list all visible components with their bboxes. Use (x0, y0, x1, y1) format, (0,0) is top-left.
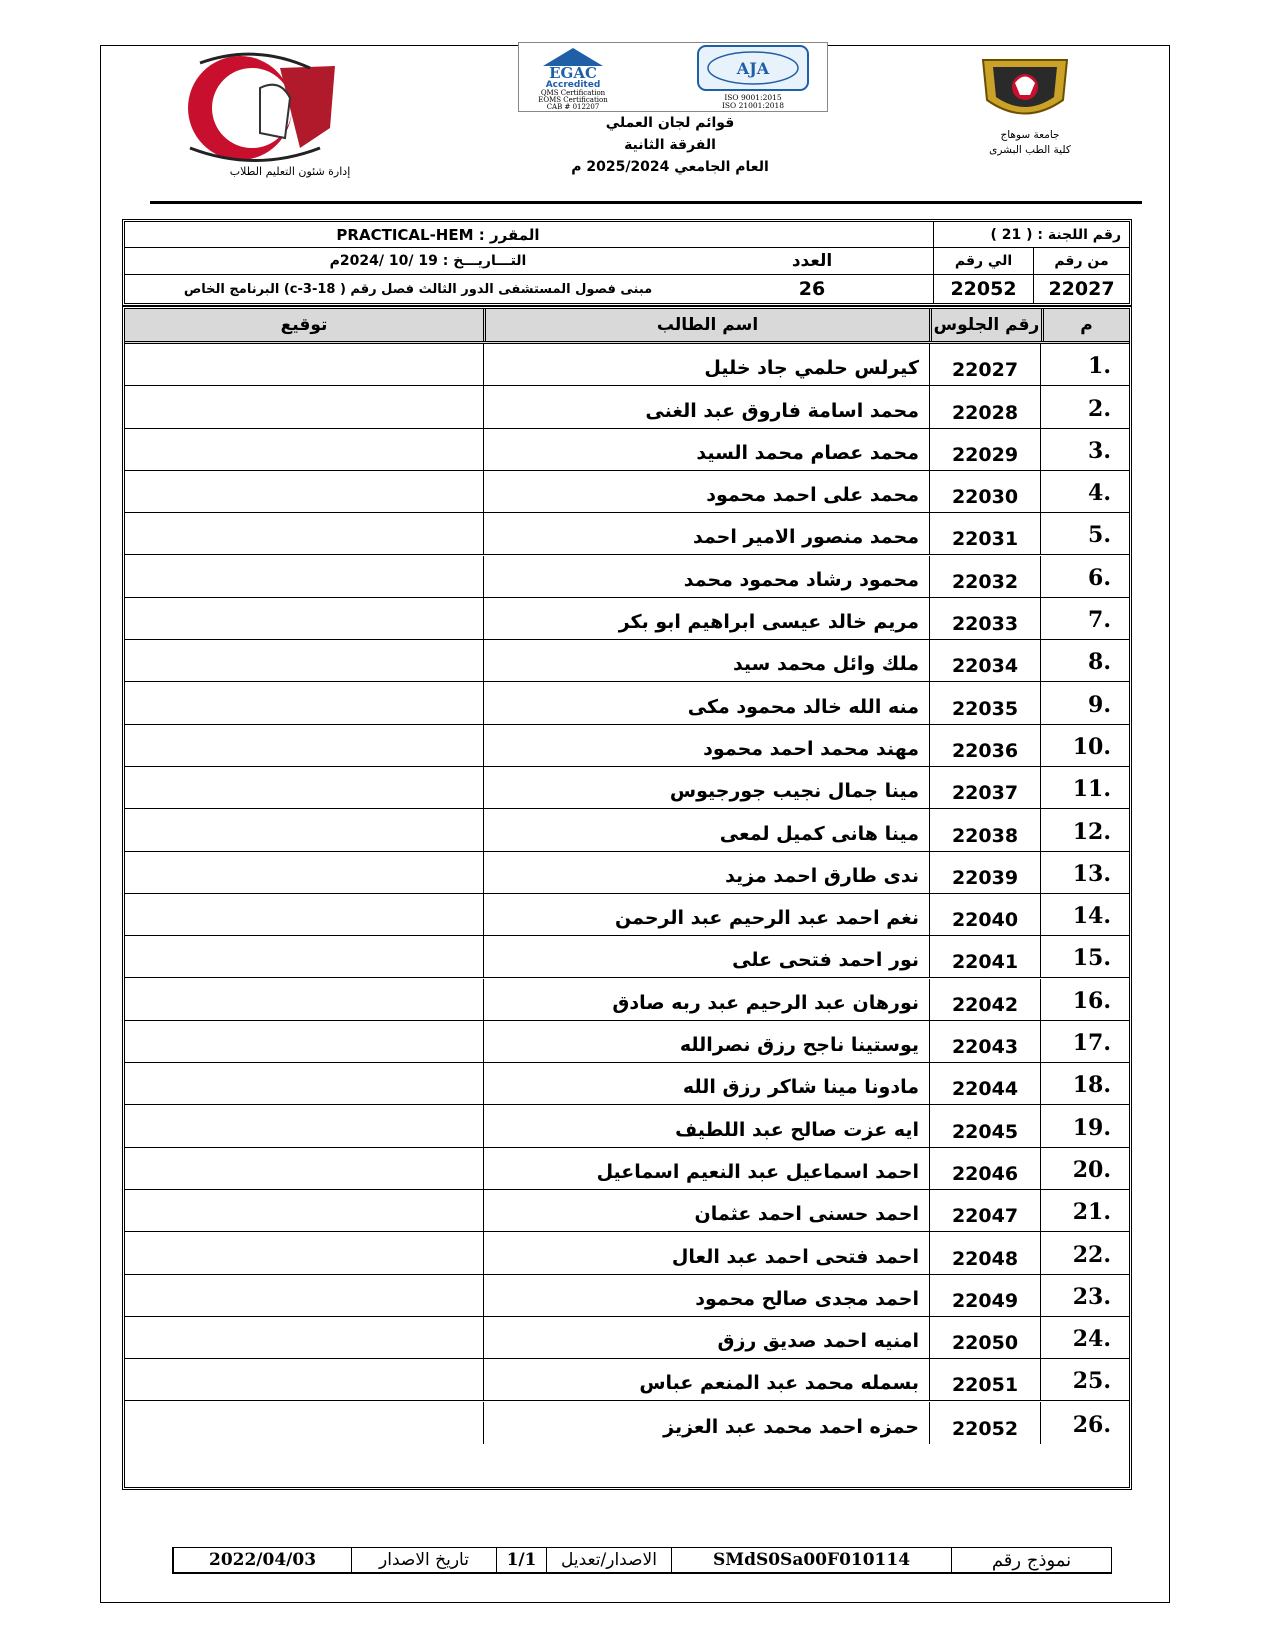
row-number: 25. (1072, 1368, 1111, 1395)
signature-cell[interactable] (125, 598, 483, 639)
table-row (125, 598, 1129, 640)
seat-number: 22052 (929, 1402, 1041, 1444)
student-name: احمد حسنى احمد عثمان (483, 1190, 929, 1231)
table-row (125, 1402, 1129, 1444)
signature-cell[interactable] (125, 1359, 483, 1400)
row-number: 15. (1072, 945, 1111, 972)
seat-number: 22047 (929, 1190, 1041, 1231)
seat-number: 22039 (929, 852, 1041, 893)
row-number: 3. (1088, 437, 1111, 464)
student-name: مينا جمال نجيب جورجيوس (483, 767, 929, 808)
row-number: 14. (1072, 903, 1111, 930)
student-name: نغم احمد عبد الرحيم عبد الرحمن (483, 894, 929, 935)
info-empty-cell (691, 222, 934, 248)
document-heading (540, 112, 800, 178)
seat-number: 22031 (929, 513, 1041, 554)
table-row (125, 725, 1129, 767)
student-name: مينا هانى كميل لمعى (483, 809, 929, 850)
student-name: احمد فتحى احمد عبد العال (483, 1232, 929, 1273)
issue-date-label: تاريخ الاصدار (351, 1548, 496, 1572)
seat-number: 22034 (929, 640, 1041, 681)
table-row (125, 513, 1129, 555)
header-seat: رقم الجلوس (929, 309, 1041, 341)
signature-cell[interactable] (125, 1021, 483, 1062)
seat-number: 22037 (929, 767, 1041, 808)
issue-label: الاصدار/تعديل (546, 1548, 671, 1572)
signature-cell[interactable] (125, 1148, 483, 1189)
signature-cell[interactable] (125, 809, 483, 850)
row-number: 26. (1072, 1411, 1111, 1438)
course-name: المقرر : PRACTICAL-HEM (125, 222, 691, 248)
seat-number: 22028 (929, 386, 1041, 427)
row-number: 7. (1088, 607, 1111, 634)
certification-badges (518, 42, 828, 112)
student-name: ملك وائل محمد سيد (483, 640, 929, 681)
committee-number: رقم اللجنة : ( 21 ) (934, 222, 1129, 248)
student-name: محمد عصام محمد السيد (483, 429, 929, 470)
student-name: بسمله محمد عبد المنعم عباس (483, 1359, 929, 1400)
doc-year-group: الفرقة الثانية (624, 137, 716, 153)
student-name: مادونا مينا شاكر رزق الله (483, 1063, 929, 1104)
signature-cell[interactable] (125, 894, 483, 935)
signature-cell[interactable] (125, 682, 483, 723)
university-name-block (975, 128, 1085, 158)
signature-cell[interactable] (125, 1232, 483, 1273)
signature-cell[interactable] (125, 725, 483, 766)
row-number: 11. (1072, 776, 1111, 803)
table-row (125, 344, 1129, 386)
exam-date: التـــاريـــخ : 19 /10 /2024م (125, 248, 691, 275)
signature-cell[interactable] (125, 1063, 483, 1104)
table-row (125, 1021, 1129, 1063)
seat-number: 22049 (929, 1275, 1041, 1316)
row-number: 8. (1088, 649, 1111, 676)
table-row (125, 767, 1129, 809)
signature-cell[interactable] (125, 1105, 483, 1146)
signature-cell[interactable] (125, 471, 483, 512)
row-number: 10. (1072, 733, 1111, 760)
header-num: م (1041, 309, 1129, 341)
signature-cell[interactable] (125, 1317, 483, 1358)
form-number-value: SMdS0Sa00F010114 (671, 1548, 951, 1572)
table-row (125, 1063, 1129, 1105)
header-name: اسم الطالب (483, 309, 929, 341)
student-name: ندى طارق احمد مزيد (483, 852, 929, 893)
count-label: العدد (691, 248, 934, 275)
header-divider (150, 201, 1142, 204)
seat-number: 22050 (929, 1317, 1041, 1358)
row-number: 19. (1072, 1114, 1111, 1141)
student-name: محمد اسامة فاروق عبد الغنى (483, 386, 929, 427)
signature-cell[interactable] (125, 513, 483, 554)
signature-cell[interactable] (125, 852, 483, 893)
row-number: 20. (1072, 1156, 1111, 1183)
signature-cell[interactable] (125, 936, 483, 977)
table-row (125, 894, 1129, 936)
table-header-row (125, 309, 1129, 344)
row-number: 13. (1072, 860, 1111, 887)
from-number-value: 22027 (1048, 278, 1115, 300)
student-name: مهند محمد احمد محمود (483, 725, 929, 766)
student-name: مريم خالد عيسى ابراهيم ابو بكر (483, 598, 929, 639)
row-number: 16. (1072, 987, 1111, 1014)
row-number: 6. (1088, 564, 1111, 591)
row-number: 21. (1072, 1199, 1111, 1226)
student-name: كيرلس حلمي جاد خليل (483, 344, 929, 385)
egac-line-3: CAB # 012207 (546, 103, 600, 111)
student-name: احمد اسماعيل عبد النعيم اسماعيل (483, 1148, 929, 1189)
row-number: 23. (1072, 1283, 1111, 1310)
egac-subtitle: Accredited (545, 80, 601, 90)
table-row (125, 979, 1129, 1021)
signature-cell[interactable] (125, 344, 483, 385)
egac-line-1: QMS Certification (540, 89, 606, 97)
table-row (125, 1232, 1129, 1274)
student-name: محمود رشاد محمود محمد (483, 556, 929, 597)
aja-line-1: ISO 9001:2015 (724, 93, 782, 102)
row-number: 1. (1088, 353, 1111, 380)
doc-academic-year: العام الجامعي 2025/2024 م (571, 159, 769, 175)
row-number: 9. (1088, 691, 1111, 718)
seat-number: 22044 (929, 1063, 1041, 1104)
seat-number: 22032 (929, 556, 1041, 597)
table-row (125, 1317, 1129, 1359)
student-name: امنيه احمد صديق رزق (483, 1317, 929, 1358)
student-name: محمد على احمد محمود (483, 471, 929, 512)
table-row (125, 682, 1129, 724)
signature-cell[interactable] (125, 1190, 483, 1231)
table-row (125, 386, 1129, 428)
row-number: 4. (1088, 480, 1111, 507)
table-row (125, 852, 1129, 894)
table-row (125, 936, 1129, 978)
seat-number: 22040 (929, 894, 1041, 935)
seat-number: 22027 (929, 344, 1041, 385)
aja-line-2: ISO 21001:2018 (721, 101, 785, 110)
egac-title: EGAC (549, 64, 597, 82)
admin-dept-label: إدارة شئون التعليم الطلاب (229, 165, 351, 178)
signature-cell[interactable] (125, 640, 483, 681)
student-name: حمزه احمد محمد عبد العزيز (483, 1402, 929, 1444)
table-row (125, 809, 1129, 851)
certification-badges-icon (518, 42, 828, 112)
row-number: 22. (1072, 1241, 1111, 1268)
seat-number: 22046 (929, 1148, 1041, 1189)
row-number: 2. (1088, 395, 1111, 422)
from-number-label: من رقم (1034, 248, 1129, 275)
form-footer (172, 1547, 1112, 1574)
seat-number: 22042 (929, 979, 1041, 1020)
signature-cell[interactable] (125, 1275, 483, 1316)
signature-cell[interactable] (125, 979, 483, 1020)
students-table (122, 306, 1132, 1490)
aja-title: AJA (736, 59, 770, 78)
signature-cell[interactable] (125, 556, 483, 597)
table-row (125, 1359, 1129, 1401)
seat-number: 22038 (929, 809, 1041, 850)
student-name: ايه عزت صالح عبد اللطيف (483, 1105, 929, 1146)
seat-number: 22029 (929, 429, 1041, 470)
table-row (125, 1148, 1129, 1190)
seat-number: 22048 (929, 1232, 1041, 1273)
seat-number: 22051 (929, 1359, 1041, 1400)
table-row (125, 1275, 1129, 1317)
student-name: احمد مجدى صالح محمود (483, 1275, 929, 1316)
seat-number: 22045 (929, 1105, 1041, 1146)
signature-cell[interactable] (125, 386, 483, 427)
table-row (125, 471, 1129, 513)
student-name: محمد منصور الامير احمد (483, 513, 929, 554)
exam-location: مبنى فصول المستشفى الدور الثالث فصل رقم ( c-3-18) البرنامج الخاص (183, 281, 653, 297)
to-number-label: الي رقم (934, 248, 1034, 275)
seat-number: 22043 (929, 1021, 1041, 1062)
university-name: جامعة سوهاج (1000, 129, 1060, 141)
form-number-label: نموذج رقم (951, 1548, 1111, 1572)
count-value: 26 (691, 275, 934, 303)
seat-number: 22030 (929, 471, 1041, 512)
egac-line-2: EOMS Certification (538, 96, 608, 104)
row-number: 24. (1072, 1326, 1111, 1353)
issue-date-value: 2022/04/03 (173, 1548, 351, 1572)
faculty-logo (160, 48, 345, 166)
row-number: 18. (1072, 1072, 1111, 1099)
seat-number: 22036 (929, 725, 1041, 766)
signature-cell[interactable] (125, 767, 483, 808)
table-row (125, 1105, 1129, 1147)
seat-number: 22041 (929, 936, 1041, 977)
student-name: منه الله خالد محمود مكى (483, 682, 929, 723)
seat-number: 22035 (929, 682, 1041, 723)
faculty-name: كلية الطب البشرى (989, 144, 1071, 156)
row-number: 12. (1072, 818, 1111, 845)
table-row (125, 556, 1129, 598)
row-number: 17. (1072, 1030, 1111, 1057)
committee-info-table (122, 219, 1132, 306)
student-name: يوستينا ناجح رزق نصرالله (483, 1021, 929, 1062)
student-name: نور احمد فتحى على (483, 936, 929, 977)
university-seal-icon (975, 55, 1075, 125)
issue-value: 1/1 (496, 1548, 546, 1572)
header-sign: توقيع (280, 315, 328, 335)
signature-cell[interactable] (125, 1402, 483, 1444)
to-number-value: 22052 (934, 275, 1034, 303)
student-name: نورهان عبد الرحيم عبد ربه صادق (483, 979, 929, 1020)
table-row (125, 1190, 1129, 1232)
table-row (125, 429, 1129, 471)
row-number: 5. (1088, 522, 1111, 549)
seat-number: 22033 (929, 598, 1041, 639)
table-row (125, 640, 1129, 682)
doc-title: قوائم لجان العملي (605, 115, 735, 131)
signature-cell[interactable] (125, 429, 483, 470)
